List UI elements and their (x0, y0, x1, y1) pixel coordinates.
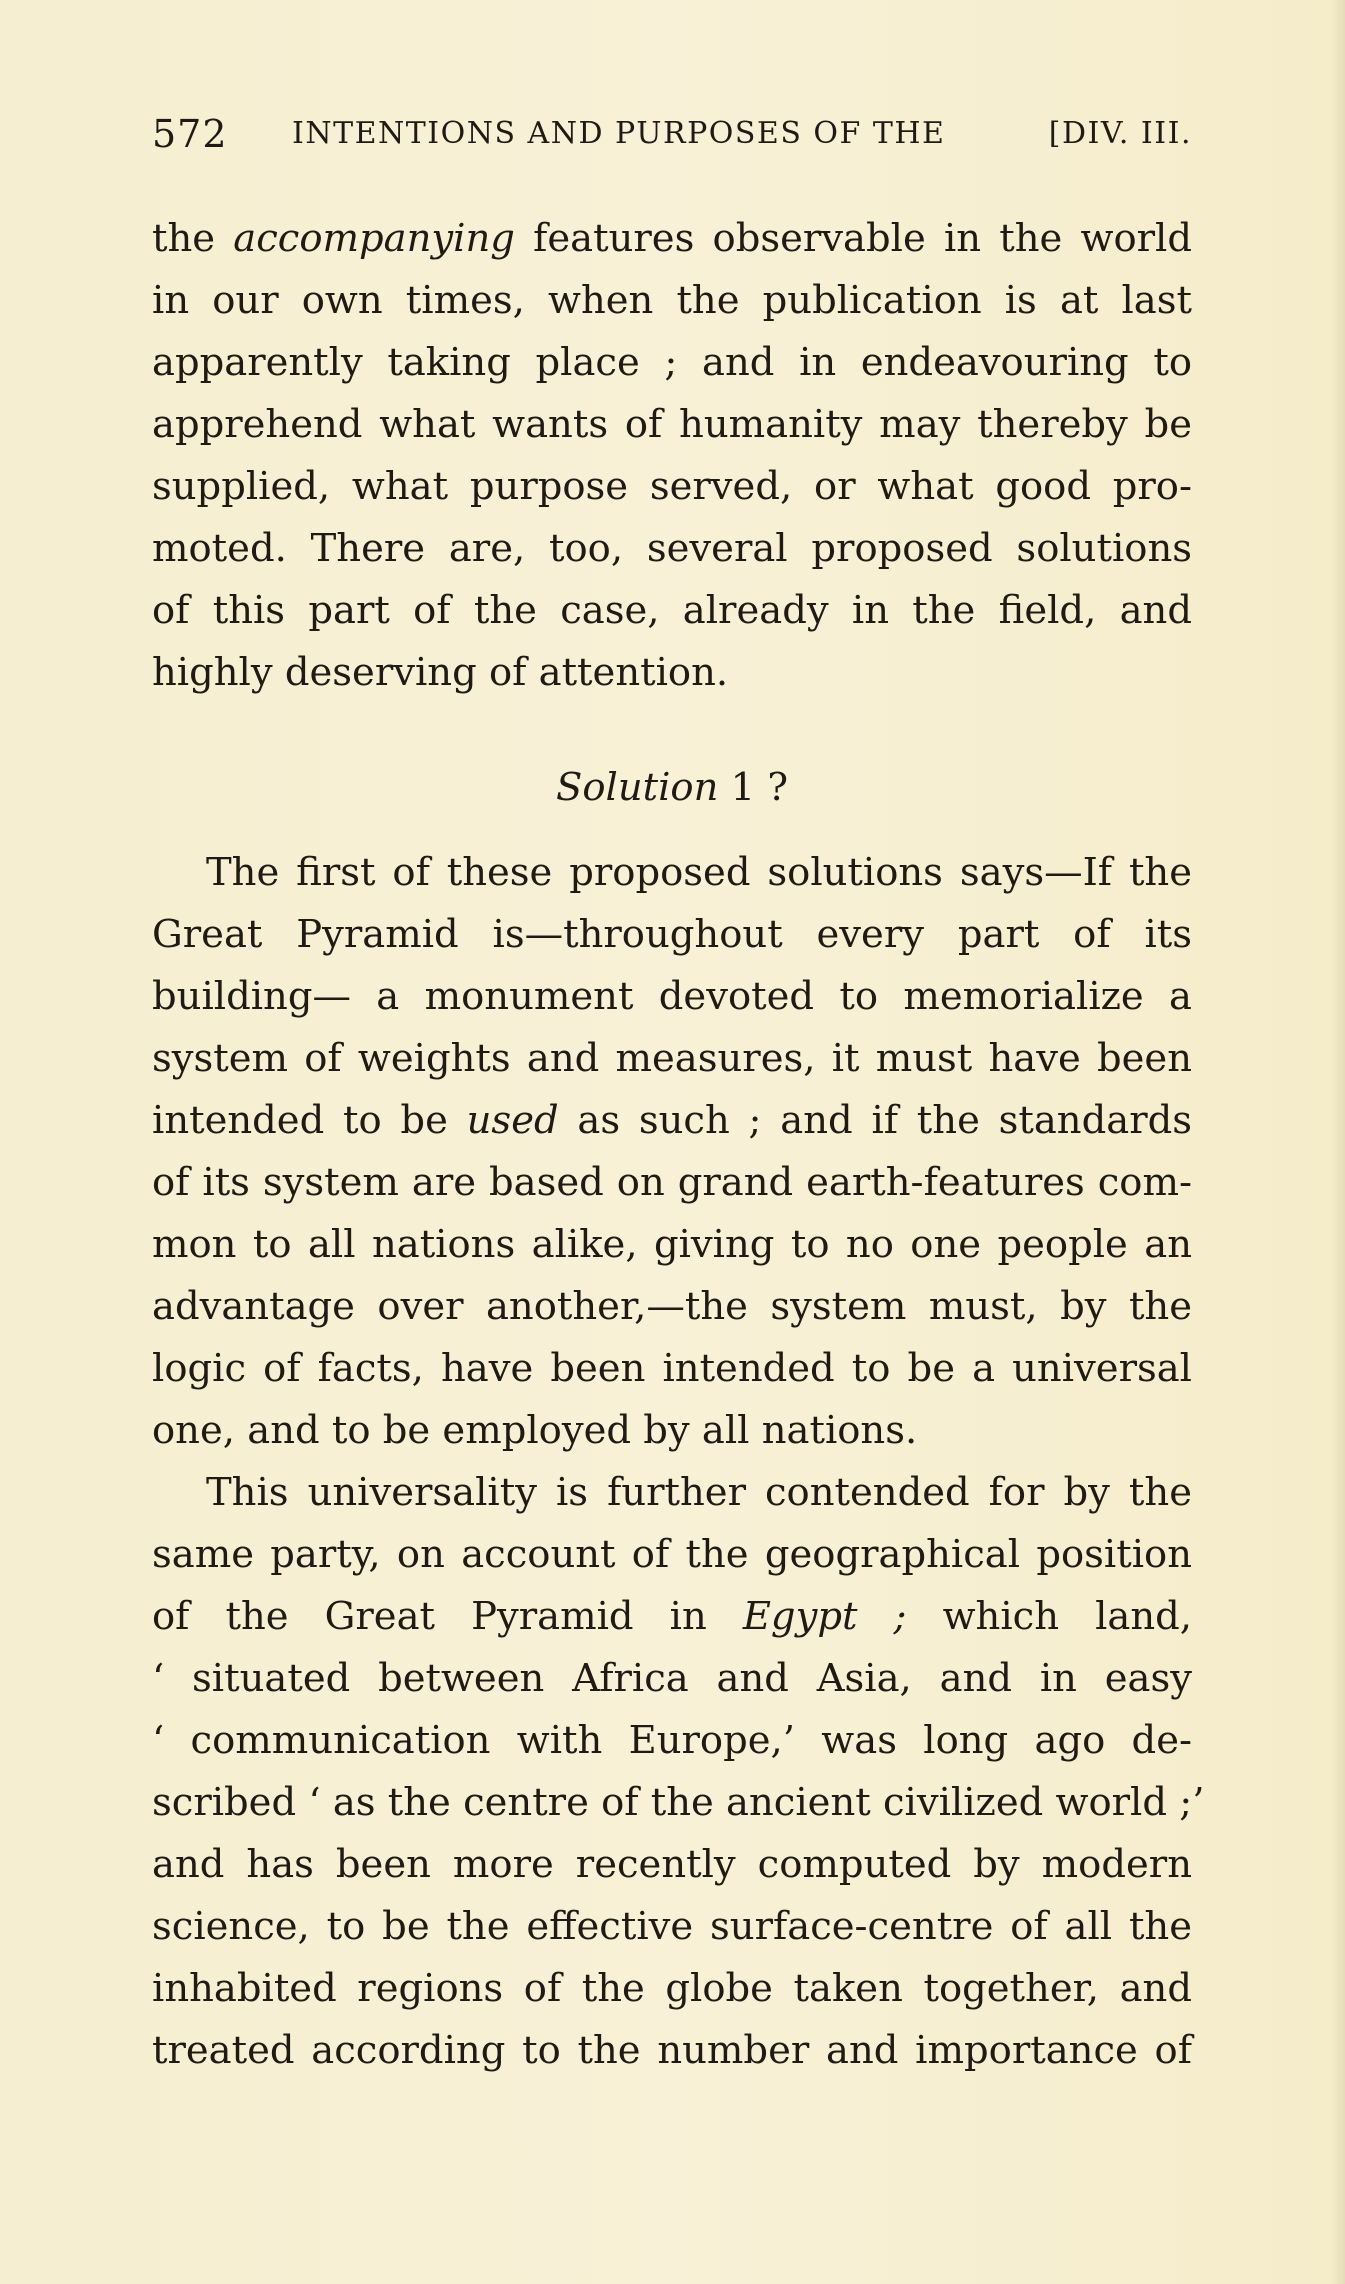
text-line: of its system are based on grand earth-features com- (152, 1160, 1192, 1205)
text-line: ‘ situated between Africa and Asia, and in easy (152, 1656, 1192, 1701)
text-line: The first of these proposed solutions says—If the (206, 850, 1192, 895)
text-line: and has been more recently computed by modern (152, 1842, 1192, 1887)
emphasis: accompanying (233, 216, 515, 261)
text-line: treated according to the number and importance of (152, 2028, 1192, 2073)
text-line: Great Pyramid is—throughout every part of its (152, 912, 1192, 957)
section-subheading: Solution 1 ? (555, 765, 789, 810)
text-line: one, and to be employed by all nations. (152, 1408, 918, 1453)
text-line: advantage over another,—the system must, by the (152, 1284, 1192, 1329)
text-line: logic of facts, have been intended to be a universal (152, 1346, 1192, 1391)
division-label: [DIV. III. (1048, 116, 1192, 151)
text-line: the accompanying features observable in the world (152, 216, 1193, 261)
text-line: highly deserving of attention. (152, 650, 729, 695)
text-line: ‘ communication with Europe,’ was long ago de- (152, 1718, 1192, 1763)
text-line: This universality is further contended for by the (206, 1470, 1192, 1515)
text-line: science, to be the effective surface-centre of all the (152, 1904, 1192, 1949)
text-line: building— a monument devoted to memorialize a (152, 974, 1192, 1019)
running-header (152, 112, 1192, 168)
text-line: mon to all nations alike, giving to no one people an (152, 1222, 1192, 1267)
text-line: intended to be used as such ; and if the standards (152, 1098, 1193, 1143)
text-line: scribed ‘ as the centre of the ancient civilized world ;’ (152, 1780, 1205, 1825)
text-line: of this part of the case, already in the field, and (152, 588, 1192, 633)
page-number: 572 (152, 112, 228, 156)
text-line: in our own times, when the publication is at last (152, 278, 1192, 323)
text-line: apprehend what wants of humanity may thereby be (152, 402, 1192, 447)
text-line: system of weights and measures, it must have been (152, 1036, 1192, 1081)
text-line: moted. There are, too, several proposed solutions (152, 526, 1192, 571)
text-line: apparently taking place ; and in endeavouring to (152, 340, 1192, 385)
text-line: inhabited regions of the globe taken together, and (152, 1966, 1192, 2011)
text-line: of the Great Pyramid in Egypt ; which land, (152, 1594, 1193, 1639)
text-line: same party, on account of the geographical position (152, 1532, 1192, 1577)
emphasis: Egypt ; (742, 1594, 907, 1639)
emphasis: used (466, 1098, 559, 1143)
page-gutter-shadow (1331, 0, 1345, 2284)
text-line: supplied, what purpose served, or what good pro- (152, 464, 1192, 509)
running-title: INTENTIONS AND PURPOSES OF THE (292, 116, 946, 151)
